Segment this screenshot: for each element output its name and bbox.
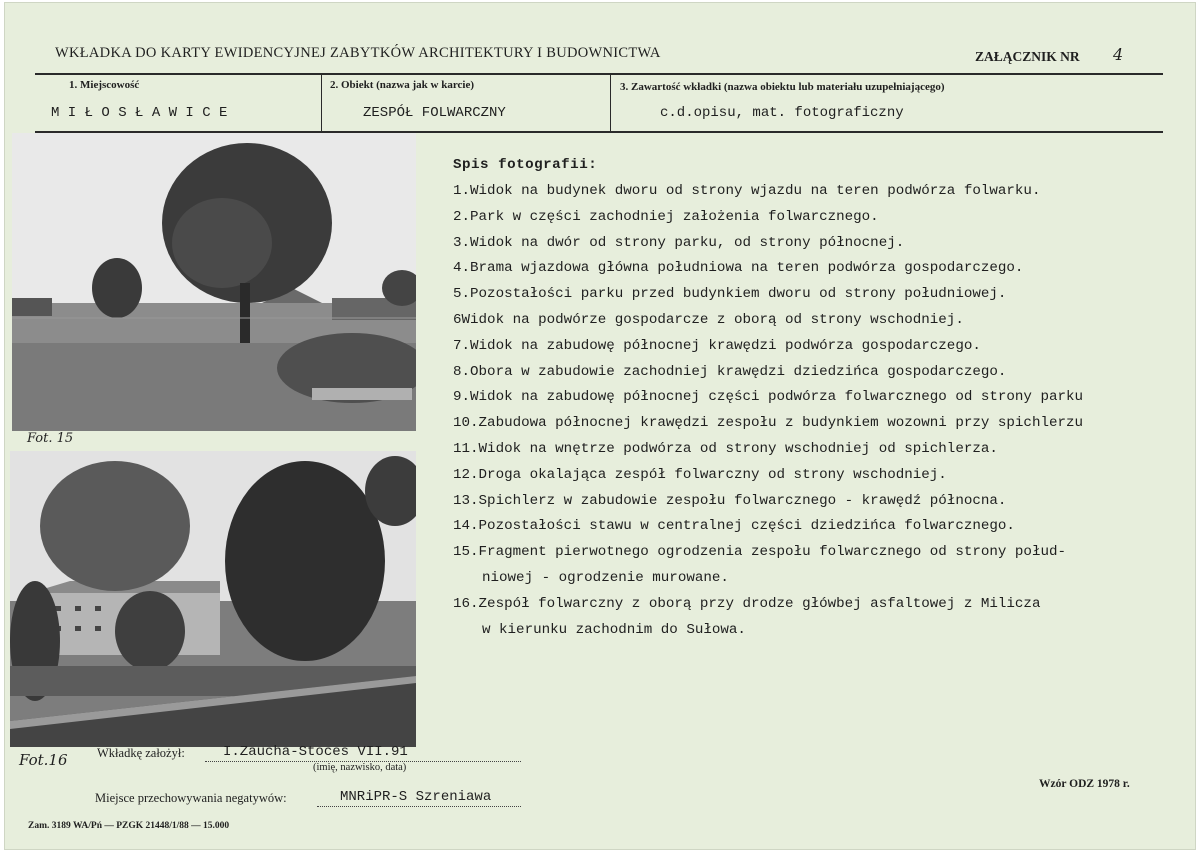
form-title: WKŁADKA DO KARTY EWIDENCYJNEJ ZABYTKÓW ARCHITEKTURY I BUDOWNICTWA [55, 45, 661, 61]
photo-2-caption: Fot.16 [19, 751, 68, 769]
list-item: 4.Brama wjazdowa główna południowa na teren podwórza gospodarczego. [453, 260, 1024, 277]
field-divider-1 [321, 75, 322, 131]
list-item: 1.Widok na budynek dworu od strony wjazdu na teren podwórza folwarku. [453, 183, 1041, 199]
field-divider-2 [610, 75, 611, 131]
attachment-label: ZAŁĄCZNIK NR [975, 49, 1080, 64]
form-model: Wzór ODZ 1978 r. [1039, 778, 1130, 790]
photo-fot-15 [12, 133, 416, 431]
list-item: 12.Droga okalająca zespół folwarczny od strony wschodniej. [453, 466, 947, 483]
photo-list [453, 157, 1198, 643]
content-label: 3. Zawartość wkładki (nazwa obiektu lub materiału uzupełniającego) [620, 81, 945, 93]
locality-value: M I Ł O S Ł A W I C E [51, 105, 228, 121]
photo-list-heading: Spis fotografii: [453, 157, 598, 173]
list-item: 15.Fragment pierwotnego ogrodzenia zespołu folwarcznego od strony połud- [453, 544, 1066, 561]
list-item: 7.Widok na zabudowę północnej krawędzi podwórza gospodarczego. [453, 337, 981, 354]
photo-fot-16 [10, 451, 416, 747]
object-label: 2. Obiekt (nazwa jak w karcie) [330, 79, 475, 91]
negatives-label: Miejsce przechowywania negatywów: [95, 791, 287, 805]
print-info: Zam. 3189 WA/Pń — PZGK 21448/1/88 — 15.000 [28, 821, 230, 831]
list-item: 16.Zespół folwarczny z oborą przy drodze główbej asfaltowej z Milicza [453, 595, 1041, 612]
list-item: 6Widok na podwórze gospodarcze z oborą od strony wschodniej. [453, 311, 964, 328]
object-value: ZESPÓŁ FOLWARCZNY [363, 105, 506, 121]
list-item: 11.Widok na wnętrze podwórza od strony wschodniej od spichlerza. [453, 440, 998, 457]
prepared-by-value: I.Zaucha-Stoces VII.91 [223, 744, 408, 760]
list-item: 9.Widok na zabudowę północnej części podwórza folwarcznego od strony parku [453, 389, 1084, 406]
list-item: 14.Pozostałości stawu w centralnej części dziedzińca folwarcznego. [453, 518, 1015, 535]
photo-1-caption: Fot. 15 [27, 431, 74, 446]
header-top-rule [35, 73, 1163, 75]
list-item: 2.Park w części zachodniej założenia folwarcznego. [453, 208, 879, 225]
negatives-line [317, 806, 521, 807]
content-value: c.d.opisu, mat. fotograficzny [660, 105, 904, 121]
locality-label: 1. Miejscowość [69, 79, 140, 91]
negatives-value: MNRiPR-S Szreniawa [340, 789, 492, 805]
record-card [4, 2, 1196, 850]
prepared-by-hint: (imię, nazwisko, data) [313, 762, 407, 773]
list-item: 10.Zabudowa północnej krawędzi zespołu z budynkiem wozowni przy spichlerzu [453, 415, 1084, 432]
list-item: 8.Obora w zabudowie zachodniej krawędzi dziedzińca gospodarczego. [453, 363, 1007, 380]
prepared-by-label: Wkładkę założył: [97, 746, 185, 760]
attachment-number: 4 [1113, 45, 1124, 64]
list-item-continuation: w kierunku zachodnim do Sułowa. [482, 621, 746, 638]
list-item: 3.Widok na dwór od strony parku, od strony północnej. [453, 234, 905, 251]
list-item-continuation: niowej - ogrodzenie murowane. [482, 569, 729, 586]
list-item: 5.Pozostałości parku przed budynkiem dworu od strony południowej. [453, 286, 1007, 303]
list-item: 13.Spichlerz w zabudowie zespołu folwarcznego - krawędź północna. [453, 492, 1007, 509]
